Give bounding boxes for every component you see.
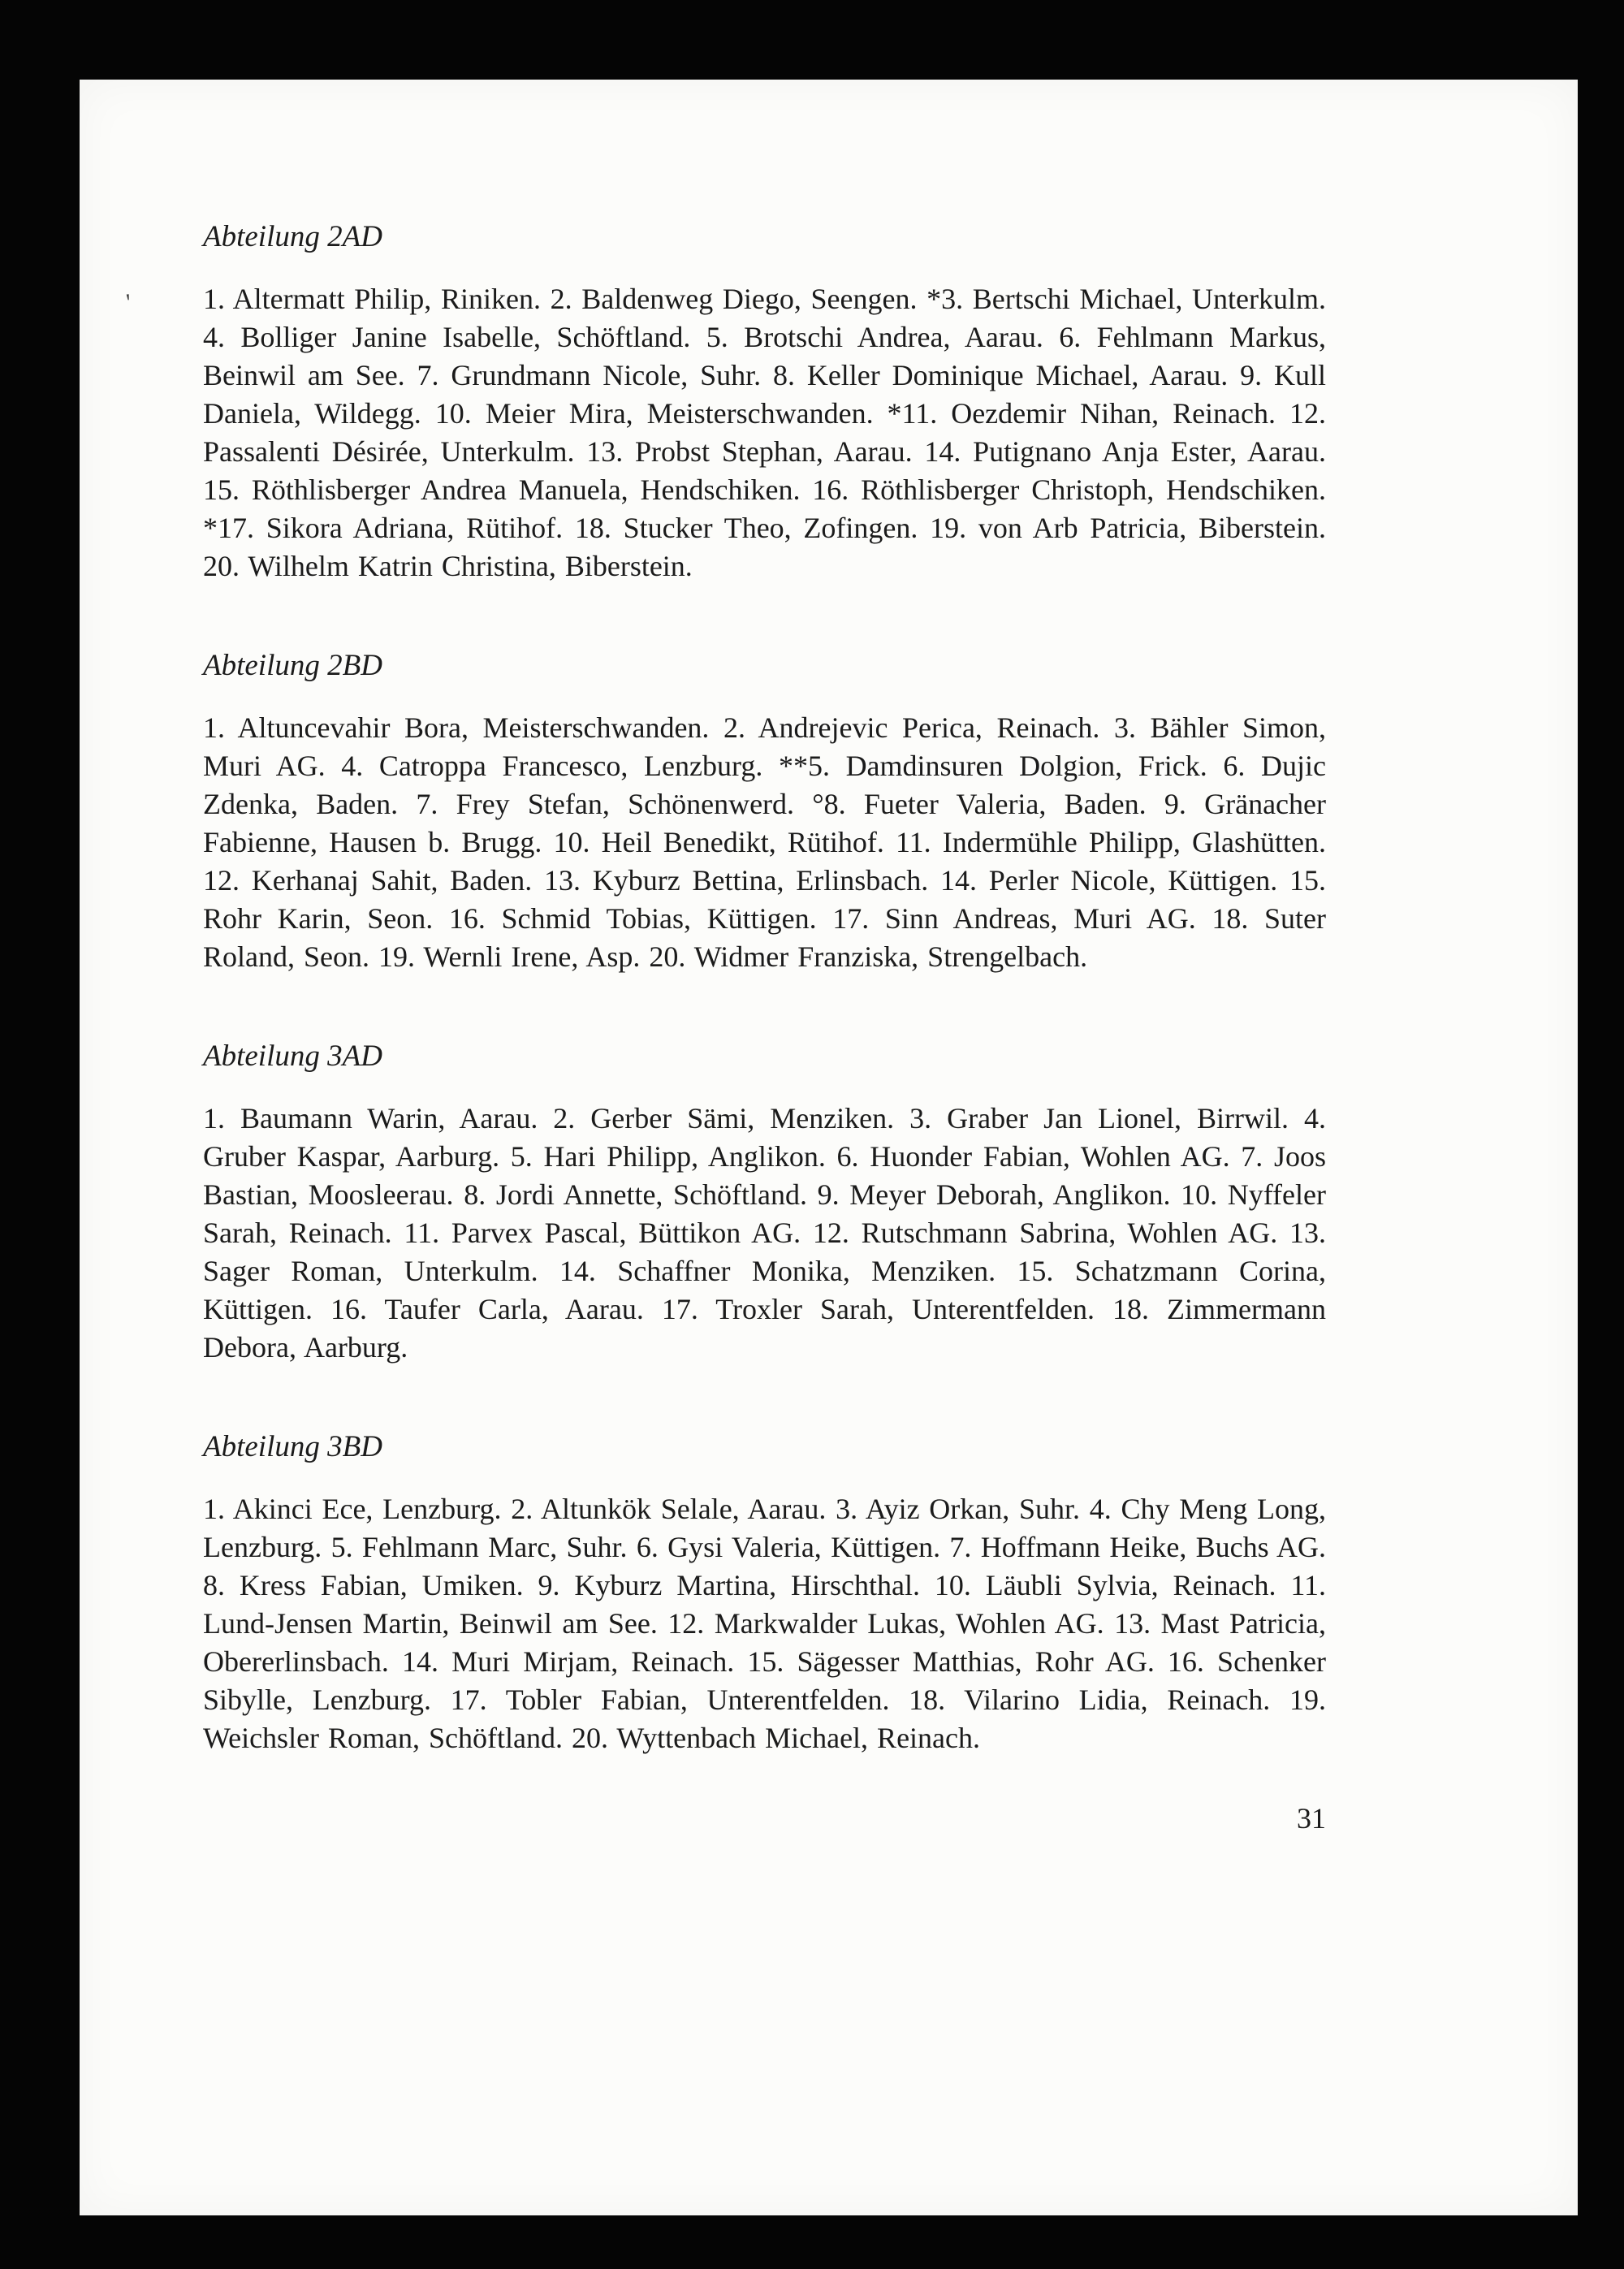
- section-heading: Abteilung 2AD: [203, 220, 382, 253]
- section-body: 1. Baumann Warin, Aarau. 2. Gerber Sämi, Menziken. 3. Graber Jan Lionel, Birrwil. 4. Gruber Kaspar, Aarburg. 5. Hari Philipp, Anglikon. 6. Huonder Fabian, Wohlen AG. 7. Joos Bastian, Moosleerau. 8. Jordi Annette, Schöftland. 9. Meyer Deborah, Anglikon. 10. Nyffeler Sarah, Reinach. 11. Parvex Pascal, Büttikon AG. 12. Rutschmann Sabrina, Wohlen AG. 13. Sager Roman, Unterkulm. 14. Schaffner Monika, Menziken. 15. Schatzmann Corina, Küttigen. 16. Taufer Carla, Aarau. 17. Troxler Sarah, Unterentfelden. 18. Zimmermann Debora, Aarburg.: [203, 1102, 1326, 1364]
- section-abteilung-3ad: [203, 1037, 1326, 1367]
- section-heading: Abteilung 3AD: [203, 1039, 382, 1073]
- section-abteilung-3bd: [203, 1428, 1326, 1757]
- page-number: 31: [1297, 1802, 1326, 1835]
- document-page: [80, 80, 1578, 2215]
- section-body: 1. Akinci Ece, Lenzburg. 2. Altunkök Selale, Aarau. 3. Ayiz Orkan, Suhr. 4. Chy Meng Long, Lenzburg. 5. Fehlmann Marc, Suhr. 6. Gysi Valeria, Küttigen. 7. Hoffmann Heike, Buchs AG. 8. Kress Fabian, Umiken. 9. Kyburz Martina, Hirschthal. 10. Läubli Sylvia, Reinach. 11. Lund-Jensen Martin, Beinwil am See. 12. Markwalder Lukas, Wohlen AG. 13. Mast Patricia, Obererlinsbach. 14. Muri Mirjam, Reinach. 15. Sägesser Matthias, Rohr AG. 16. Schenker Sibylle, Lenzburg. 17. Tobler Fabian, Unterentfelden. 18. Vilarino Lidia, Reinach. 19. Weichsler Roman, Schöftland. 20. Wyttenbach Michael, Reinach.: [203, 1493, 1326, 1754]
- section-abteilung-2bd: [203, 646, 1326, 976]
- section-heading: Abteilung 2BD: [203, 649, 382, 682]
- section-body: 1. Altuncevahir Bora, Meisterschwanden. 2. Andrejevic Perica, Reinach. 3. Bähler Simon, Muri AG. 4. Catroppa Francesco, Lenzburg. **5. Damdinsuren Dolgion, Frick. 6. Dujic Zdenka, Baden. 7. Frey Stefan, Schönenwerd. °8. Fueter Valeria, Baden. 9. Gränacher Fabienne, Hausen b. Brugg. 10. Heil Benedikt, Rütihof. 11. Indermühle Philipp, Glashütten. 12. Kerhanaj Sahit, Baden. 13. Kyburz Bettina, Erlinsbach. 14. Perler Nicole, Küttigen. 15. Rohr Karin, Seon. 16. Schmid Tobias, Küttigen. 17. Sinn Andreas, Muri AG. 18. Suter Roland, Seon. 19. Wernli Irene, Asp. 20. Widmer Franziska, Strengelbach.: [203, 711, 1326, 973]
- section-heading: Abteilung 3BD: [203, 1430, 382, 1463]
- section-abteilung-2ad: [203, 218, 1326, 586]
- page-content: [80, 80, 1578, 1838]
- scan-speck: ': [124, 288, 133, 317]
- section-body: 1. Altermatt Philip, Riniken. 2. Baldenweg Diego, Seengen. *3. Bertschi Michael, Unterkulm. 4. Bolliger Janine Isabelle, Schöftland. 5. Brotschi Andrea, Aarau. 6. Fehlmann Markus, Beinwil am See. 7. Grundmann Nicole, Suhr. 8. Keller Dominique Michael, Aarau. 9. Kull Daniela, Wildegg. 10. Meier Mira, Meisterschwanden. *11. Oezdemir Nihan, Reinach. 12. Passalenti Désirée, Unterkulm. 13. Probst Stephan, Aarau. 14. Putignano Anja Ester, Aarau. 15. Röthlisberger Andrea Manuela, Hendschiken. 16. Röthlisberger Christoph, Hendschiken. *17. Sikora Adriana, Rütihof. 18. Stucker Theo, Zofingen. 19. von Arb Patricia, Biberstein. 20. Wilhelm Katrin Christina, Biberstein.: [203, 283, 1326, 582]
